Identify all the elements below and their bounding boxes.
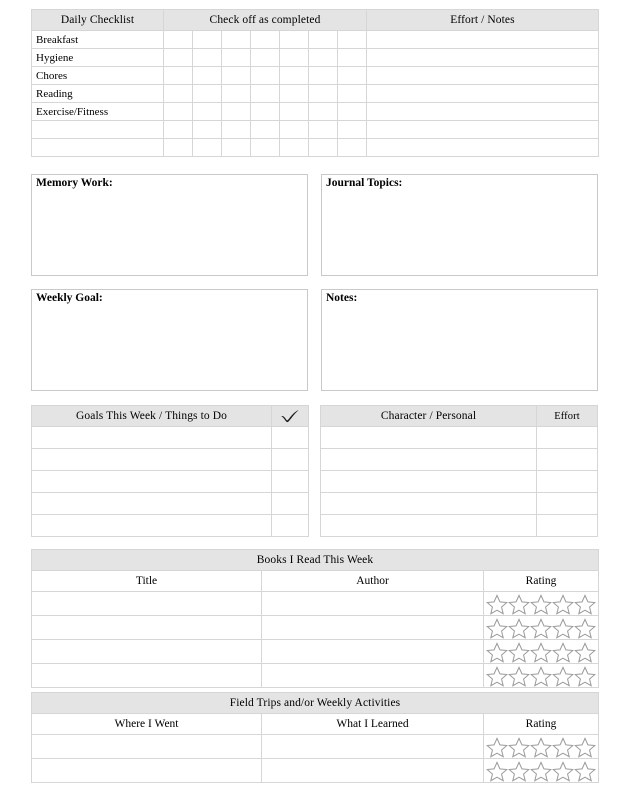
checkbox-cell[interactable] xyxy=(164,139,193,157)
effort-notes-cell[interactable] xyxy=(367,49,599,67)
table-row xyxy=(32,31,599,49)
star-icon[interactable] xyxy=(486,594,508,615)
books-body xyxy=(32,592,599,688)
header-effort-notes: Effort / Notes xyxy=(367,10,599,31)
star-icon[interactable] xyxy=(574,666,596,687)
header-effort: Effort xyxy=(537,406,598,427)
table-row xyxy=(32,139,599,157)
daily-checklist-table xyxy=(31,9,599,157)
checkmark-icon xyxy=(272,406,309,427)
header-where-i-went: Where I Went xyxy=(32,714,262,735)
effort-notes-cell[interactable] xyxy=(367,31,599,49)
checkbox-cell[interactable] xyxy=(251,121,280,139)
checkbox-cell[interactable] xyxy=(193,31,222,49)
checkbox-cell[interactable] xyxy=(222,49,251,67)
star-icon[interactable] xyxy=(552,618,574,639)
header-what-i-learned: What I Learned xyxy=(262,714,484,735)
table-row xyxy=(32,515,309,537)
book-author-cell[interactable] xyxy=(262,616,484,640)
trip-learned-cell[interactable] xyxy=(262,735,484,759)
star-rating[interactable] xyxy=(484,593,598,615)
checkbox-cell[interactable] xyxy=(164,85,193,103)
books-title-row xyxy=(32,550,599,571)
header-field-trips: Field Trips and/or Weekly Activities xyxy=(32,693,599,714)
table-row xyxy=(32,121,599,139)
book-title-cell[interactable] xyxy=(32,592,262,616)
book-author-cell[interactable] xyxy=(262,640,484,664)
star-icon[interactable] xyxy=(530,642,552,663)
checkbox-cell[interactable] xyxy=(309,139,338,157)
checkbox-cell[interactable] xyxy=(251,67,280,85)
checkbox-cell[interactable] xyxy=(309,49,338,67)
journal-topics-box[interactable] xyxy=(321,174,598,276)
trips-body xyxy=(32,735,599,783)
trip-where-cell[interactable] xyxy=(32,735,262,759)
checkbox-cell[interactable] xyxy=(338,103,367,121)
checkbox-cell[interactable] xyxy=(338,139,367,157)
goal-check-cell[interactable] xyxy=(272,471,309,493)
header-book-rating: Rating xyxy=(484,571,599,592)
weekly-goal-label: Weekly Goal: xyxy=(36,292,103,304)
header-book-author: Author xyxy=(262,571,484,592)
checkbox-cell[interactable] xyxy=(309,85,338,103)
star-icon[interactable] xyxy=(552,642,574,663)
star-icon[interactable] xyxy=(486,737,508,758)
character-effort-cell[interactable] xyxy=(537,449,598,471)
star-icon[interactable] xyxy=(530,666,552,687)
checkbox-cell[interactable] xyxy=(309,31,338,49)
checkbox-cell[interactable] xyxy=(193,67,222,85)
character-text-cell[interactable] xyxy=(321,471,537,493)
daily-checklist-header-row xyxy=(32,10,599,31)
table-row xyxy=(32,493,309,515)
header-goals-this-week: Goals This Week / Things to Do xyxy=(32,406,272,427)
checkbox-cell[interactable] xyxy=(164,31,193,49)
header-trip-rating: Rating xyxy=(484,714,599,735)
checkbox-cell[interactable] xyxy=(251,139,280,157)
table-row xyxy=(321,493,598,515)
trip-learned-cell[interactable] xyxy=(262,759,484,783)
checkbox-cell[interactable] xyxy=(222,67,251,85)
checkbox-cell[interactable] xyxy=(193,121,222,139)
checklist-task-label: Chores xyxy=(32,67,164,85)
checkbox-cell[interactable] xyxy=(193,49,222,67)
table-row xyxy=(32,103,599,121)
table-row xyxy=(32,616,599,640)
books-column-row xyxy=(32,571,599,592)
books-read-table xyxy=(31,549,599,688)
star-rating[interactable] xyxy=(484,641,598,663)
book-title-cell[interactable] xyxy=(32,664,262,688)
checkbox-cell[interactable] xyxy=(251,85,280,103)
table-row xyxy=(32,471,309,493)
checkbox-cell[interactable] xyxy=(309,103,338,121)
character-effort-cell[interactable] xyxy=(537,515,598,537)
star-icon[interactable] xyxy=(530,737,552,758)
character-header-row xyxy=(321,406,598,427)
table-row xyxy=(32,85,599,103)
goals-header-row xyxy=(32,406,309,427)
field-trips-table xyxy=(31,692,599,783)
header-check-off: Check off as completed xyxy=(164,10,367,31)
checklist-task-label[interactable] xyxy=(32,139,164,157)
trip-where-cell[interactable] xyxy=(32,759,262,783)
checklist-task-label: Breakfast xyxy=(32,31,164,49)
star-icon[interactable] xyxy=(508,642,530,663)
weekly-goal-box[interactable] xyxy=(31,289,308,391)
checkbox-cell[interactable] xyxy=(280,49,309,67)
checkbox-cell[interactable] xyxy=(164,103,193,121)
checkbox-cell[interactable] xyxy=(222,103,251,121)
goals-character-row xyxy=(31,405,598,537)
checklist-task-label: Hygiene xyxy=(32,49,164,67)
checkbox-cell[interactable] xyxy=(164,67,193,85)
table-row xyxy=(321,449,598,471)
table-row xyxy=(32,67,599,85)
star-icon[interactable] xyxy=(552,666,574,687)
character-effort-cell[interactable] xyxy=(537,471,598,493)
book-title-cell[interactable] xyxy=(32,616,262,640)
star-icon[interactable] xyxy=(530,618,552,639)
goal-text-cell[interactable] xyxy=(32,493,272,515)
star-icon[interactable] xyxy=(552,737,574,758)
star-icon[interactable] xyxy=(508,594,530,615)
checkbox-cell[interactable] xyxy=(309,121,338,139)
book-title-cell[interactable] xyxy=(32,640,262,664)
trip-rating-cell[interactable] xyxy=(484,735,599,759)
effort-notes-cell[interactable] xyxy=(367,67,599,85)
checkbox-cell[interactable] xyxy=(338,85,367,103)
checkbox-cell[interactable] xyxy=(251,49,280,67)
checkbox-cell[interactable] xyxy=(193,85,222,103)
journal-topics-label: Journal Topics: xyxy=(326,177,403,189)
notes-box[interactable] xyxy=(321,289,598,391)
effort-notes-cell[interactable] xyxy=(367,85,599,103)
goal-check-cell[interactable] xyxy=(272,449,309,471)
checkbox-cell[interactable] xyxy=(280,121,309,139)
goals-this-week-table xyxy=(31,405,309,537)
star-icon[interactable] xyxy=(486,618,508,639)
checkbox-cell[interactable] xyxy=(251,103,280,121)
checklist-task-label: Reading xyxy=(32,85,164,103)
goal-text-cell[interactable] xyxy=(32,515,272,537)
book-rating-cell[interactable] xyxy=(484,664,599,688)
checkbox-cell[interactable] xyxy=(164,49,193,67)
checkbox-cell[interactable] xyxy=(222,85,251,103)
goal-check-cell[interactable] xyxy=(272,515,309,537)
star-icon[interactable] xyxy=(486,666,508,687)
header-books-i-read: Books I Read This Week xyxy=(32,550,599,571)
trips-column-row xyxy=(32,714,599,735)
header-character-personal: Character / Personal xyxy=(321,406,537,427)
star-rating[interactable] xyxy=(484,665,598,687)
star-icon[interactable] xyxy=(486,642,508,663)
checkbox-cell[interactable] xyxy=(309,67,338,85)
checkbox-cell[interactable] xyxy=(193,103,222,121)
checkbox-cell[interactable] xyxy=(280,31,309,49)
star-icon[interactable] xyxy=(530,761,552,782)
star-icon[interactable] xyxy=(574,618,596,639)
goal-notes-row xyxy=(31,289,598,391)
star-icon[interactable] xyxy=(508,761,530,782)
table-row xyxy=(32,427,309,449)
character-text-cell[interactable] xyxy=(321,515,537,537)
table-row xyxy=(32,640,599,664)
table-row xyxy=(32,592,599,616)
book-rating-cell[interactable] xyxy=(484,616,599,640)
character-effort-cell[interactable] xyxy=(537,427,598,449)
goals-body xyxy=(32,427,309,537)
star-icon[interactable] xyxy=(508,666,530,687)
book-author-cell[interactable] xyxy=(262,664,484,688)
checkbox-cell[interactable] xyxy=(280,85,309,103)
trips-title-row xyxy=(32,693,599,714)
table-row xyxy=(32,49,599,67)
checkbox-cell[interactable] xyxy=(222,121,251,139)
character-text-cell[interactable] xyxy=(321,493,537,515)
table-row xyxy=(321,471,598,493)
goal-text-cell[interactable] xyxy=(32,471,272,493)
memory-work-label: Memory Work: xyxy=(36,177,113,189)
goal-text-cell[interactable] xyxy=(32,427,272,449)
daily-checklist-body xyxy=(32,31,599,157)
effort-notes-cell[interactable] xyxy=(367,103,599,121)
star-icon[interactable] xyxy=(574,761,596,782)
goal-check-cell[interactable] xyxy=(272,427,309,449)
checkbox-cell[interactable] xyxy=(280,103,309,121)
goal-text-cell[interactable] xyxy=(32,449,272,471)
checkbox-cell[interactable] xyxy=(193,139,222,157)
star-icon[interactable] xyxy=(552,594,574,615)
notes-label: Notes: xyxy=(326,292,358,304)
checkbox-cell[interactable] xyxy=(338,31,367,49)
star-icon[interactable] xyxy=(508,618,530,639)
checkbox-cell[interactable] xyxy=(338,67,367,85)
star-rating[interactable] xyxy=(484,617,598,639)
table-row xyxy=(32,664,599,688)
checkbox-cell[interactable] xyxy=(251,31,280,49)
goal-check-cell[interactable] xyxy=(272,493,309,515)
memory-journal-row xyxy=(31,174,598,276)
star-icon[interactable] xyxy=(574,594,596,615)
star-icon[interactable] xyxy=(574,737,596,758)
star-rating[interactable] xyxy=(484,760,598,782)
checklist-task-label: Exercise/Fitness xyxy=(32,103,164,121)
book-author-cell[interactable] xyxy=(262,592,484,616)
star-rating[interactable] xyxy=(484,736,598,758)
star-icon[interactable] xyxy=(530,594,552,615)
checkbox-cell[interactable] xyxy=(280,67,309,85)
table-row xyxy=(32,449,309,471)
star-icon[interactable] xyxy=(574,642,596,663)
table-row xyxy=(32,759,599,783)
character-effort-cell[interactable] xyxy=(537,493,598,515)
header-book-title: Title xyxy=(32,571,262,592)
effort-notes-cell[interactable] xyxy=(367,121,599,139)
memory-work-box[interactable] xyxy=(31,174,308,276)
checkbox-cell[interactable] xyxy=(222,31,251,49)
effort-notes-cell[interactable] xyxy=(367,139,599,157)
checkbox-cell[interactable] xyxy=(164,121,193,139)
checkbox-cell[interactable] xyxy=(222,139,251,157)
character-text-cell[interactable] xyxy=(321,427,537,449)
book-rating-cell[interactable] xyxy=(484,640,599,664)
star-icon[interactable] xyxy=(508,737,530,758)
header-daily-checklist: Daily Checklist xyxy=(32,10,164,31)
star-icon[interactable] xyxy=(552,761,574,782)
checkbox-cell[interactable] xyxy=(280,139,309,157)
checkbox-cell[interactable] xyxy=(338,121,367,139)
checklist-task-label[interactable] xyxy=(32,121,164,139)
trip-rating-cell[interactable] xyxy=(484,759,599,783)
character-body xyxy=(321,427,598,537)
table-row xyxy=(32,735,599,759)
book-rating-cell[interactable] xyxy=(484,592,599,616)
star-icon[interactable] xyxy=(486,761,508,782)
checkbox-cell[interactable] xyxy=(338,49,367,67)
table-row xyxy=(321,427,598,449)
character-personal-table xyxy=(320,405,598,537)
character-text-cell[interactable] xyxy=(321,449,537,471)
table-row xyxy=(321,515,598,537)
